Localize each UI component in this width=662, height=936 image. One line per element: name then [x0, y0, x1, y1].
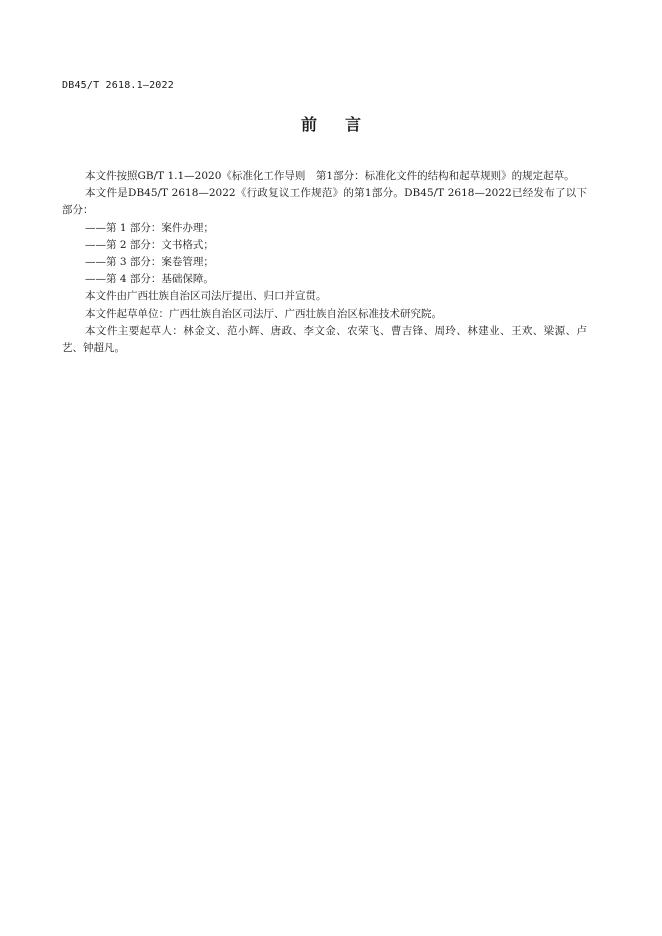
paragraph-drafting-units: 本文件起草单位：广西壮族自治区司法厅、广西壮族自治区标准技术研究院。 [85, 307, 442, 320]
list-item-part-3: ——第 3 部分：案卷管理； [85, 256, 214, 269]
paragraph-series-intro: 本文件是DB45/T 2618—2022《行政复议工作规范》的第1部分。DB45/T 2618—2022已经发布了以下部分： [62, 187, 587, 217]
list-item-part-4: ——第 4 部分：基础保障。 [85, 273, 214, 286]
list-item-part-2: ——第 2 部分：文书格式； [85, 238, 214, 251]
paragraph-drafting-rules: 本文件按照GB/T 1.1—2020《标准化工作导则 第1部分：标准化文件的结构和起草规则》的规定起草。 [85, 170, 575, 182]
document-code: DB45/T 2618.1—2022 [62, 80, 174, 91]
foreword-body [62, 168, 587, 357]
list-item-part-1: ——第 1 部分：案件办理； [85, 221, 214, 234]
paragraph-drafters: 本文件主要起草人：林金文、范小辉、唐政、李文金、农荣飞、曹吉锋、周玲、林建业、王欢、梁源、卢艺、钟超凡。 [62, 324, 587, 355]
paragraph-proposer: 本文件由广西壮族自治区司法厅提出、归口并宣贯。 [85, 290, 327, 303]
page-title: 前言 [300, 115, 389, 134]
